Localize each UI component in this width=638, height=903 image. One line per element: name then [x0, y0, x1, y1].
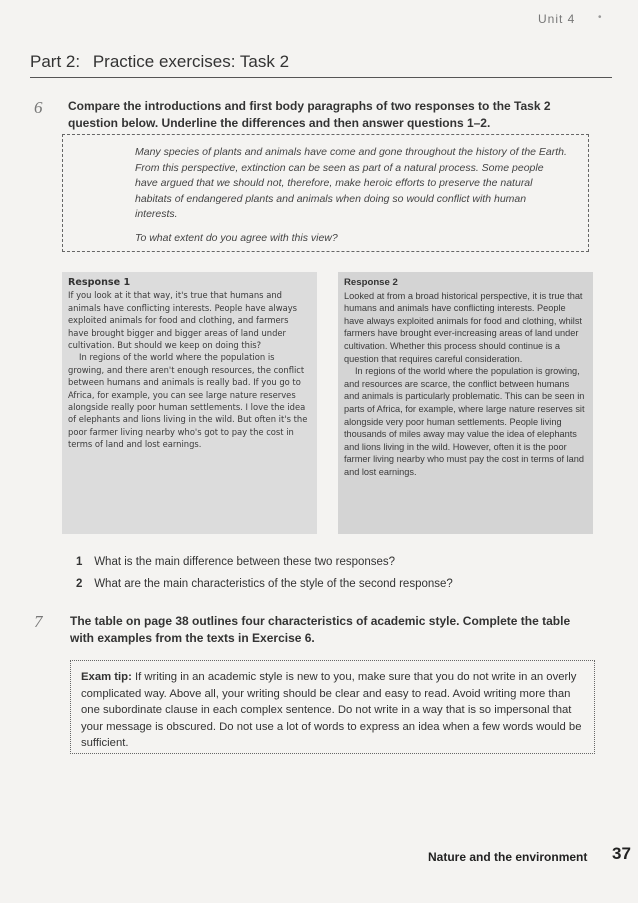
- task-prompt: Many species of plants and animals have come and gone throughout the history of the Earth. From this perspective, extinction can be seen as part of a natural process. Some people have argued that we should not, therefore, make heroic efforts to preserve the natural habitats of endangered plants and animals when doing so would conflict with human interests.: [135, 146, 567, 220]
- exam-tip-text: If writing in an academic style is new to you, make sure that you do not write in an overly complicated way. Above all, your writing should be clear and easy to read. Avoid writing more than one subordinate clause in each complex sentence. Do not write in a way that is so impersonal that your message is obscured. Do not use a lot of words to express an idea when a few words would be sufficient.: [81, 671, 582, 750]
- question-item: [76, 551, 453, 573]
- part-heading: [30, 52, 612, 78]
- response-1-paragraph-1: If you look at it that way, it's true that humans and animals have conflicting interests. People have always exploited animals for food and clothing, and farmers have brought bigger and bigger areas of land under cultivation. But should we keep on doing this?: [68, 290, 298, 351]
- response-2-paragraph-1: Looked at from a broad historical perspective, it is true that humans and animals have conflicting interests. People have always exploited animals for food and clothing, whilst farmers have brought ever-increasing areas of land under cultivation. Whether this process should continue is a question that requires careful consideration.: [344, 290, 583, 364]
- response-1-paragraph-2: In regions of the world where the population is growing, and there aren't enough resources, the conflict between humans and animals is really bad. If you go to Africa, for example, you can see large nature reserves alongside really poor human settlements. I love the idea of elephants and lions living in the wild. But often it's the poor farmer living nearby who's got to pay the cost in terms of land and lost earnings.: [68, 352, 308, 450]
- exercise-6-instruction-line2: question below. Underline the differences and then answer questions 1–2.: [68, 116, 491, 130]
- exercise-7-instruction-line2: with examples from the texts in Exercise 6.: [70, 631, 315, 645]
- response-2-panel: [338, 272, 593, 534]
- task-question: To what extent do you agree with this view?: [135, 231, 338, 244]
- page-number: 37: [612, 844, 631, 863]
- unit-label: Unit 4: [538, 12, 576, 26]
- question-text: What are the main characteristics of the style of the second response?: [94, 578, 453, 590]
- exercise-6-number: 6: [34, 98, 43, 117]
- response-2-paragraph-2: In regions of the world where the population is growing, and resources are scarce, the conflict between humans and animals is particularly problematic. This can be seen in parts of Africa, for example, where large nature reserves sit alongside very poor human settlements. People living thousands of miles away may value the idea of elephants and lions living in the wild. However, often it is the poor farmer living nearby who must pay the cost in terms of land and lost earnings.: [344, 366, 585, 477]
- exercise-6-instruction: [68, 98, 598, 132]
- task-question-box: [62, 134, 589, 252]
- exam-tip-box: [70, 660, 595, 754]
- exercise-7-number: 7: [34, 612, 43, 631]
- part-number: Part 2:: [30, 52, 81, 71]
- exam-tip-label: Exam tip:: [81, 671, 132, 683]
- part-title: Practice exercises: Task 2: [92, 52, 290, 71]
- unit-dot: •: [598, 12, 602, 23]
- response-1-panel: [62, 272, 317, 534]
- question-item: [76, 573, 453, 595]
- question-list: [76, 551, 453, 595]
- footer-chapter-title: Nature and the environment: [428, 850, 588, 864]
- exercise-6-instruction-line1: Compare the introductions and first body paragraphs of two responses to the Task 2: [68, 99, 551, 113]
- question-number: 1: [76, 556, 83, 568]
- response-1-title: Response 1: [68, 277, 131, 288]
- exercise-7-instruction: [70, 613, 600, 647]
- exercise-7-instruction-line1: The table on page 38 outlines four characteristics of academic style. Complete the table: [70, 614, 571, 628]
- question-text: What is the main difference between these two responses?: [94, 556, 396, 568]
- response-2-title: Response 2: [344, 277, 398, 288]
- question-number: 2: [76, 578, 83, 590]
